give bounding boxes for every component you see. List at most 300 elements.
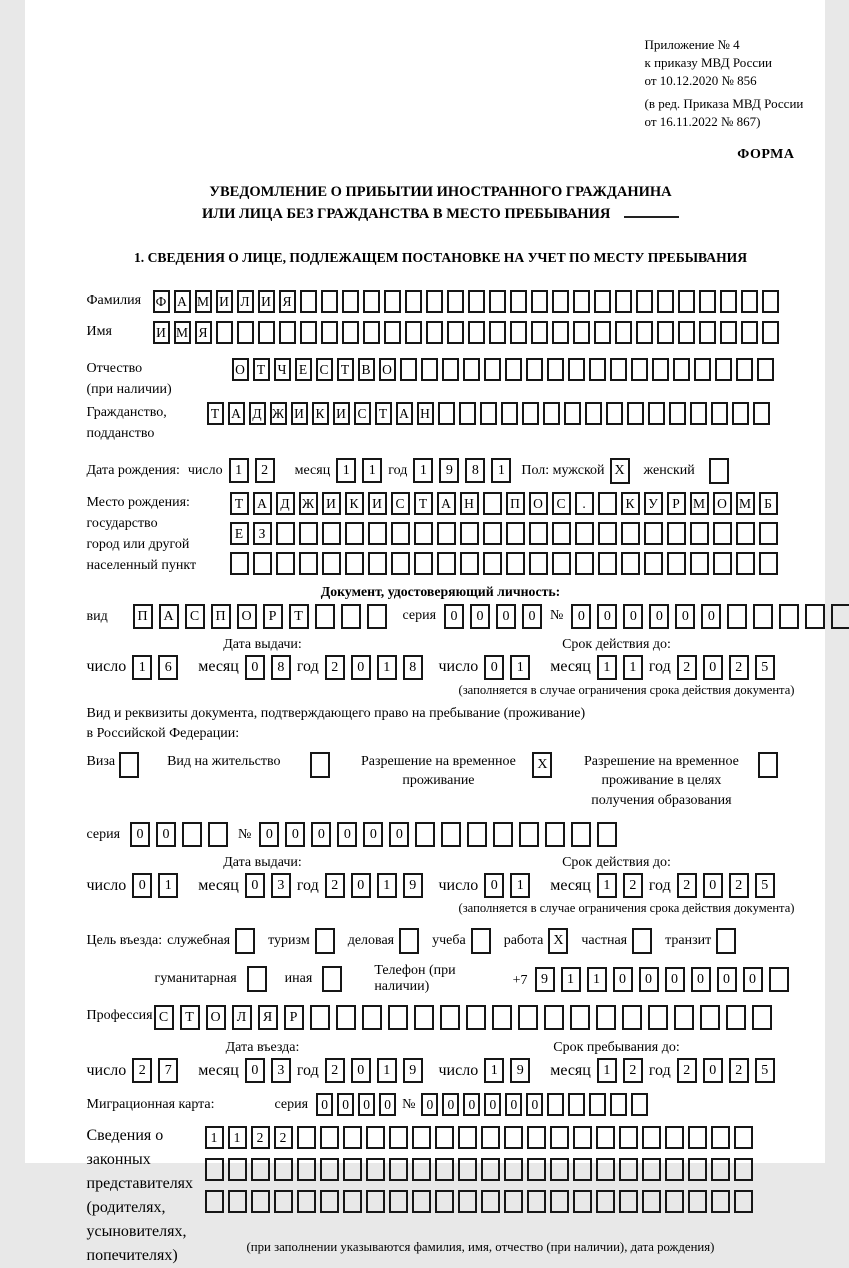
form-cell[interactable] — [426, 321, 443, 344]
form-cell[interactable]: Р — [284, 1005, 304, 1030]
form-cell[interactable]: 2 — [729, 655, 749, 680]
form-cell[interactable] — [759, 552, 778, 575]
form-cell[interactable]: 0 — [463, 1093, 480, 1116]
form-cell[interactable]: 0 — [703, 655, 723, 680]
form-cell[interactable] — [320, 1126, 339, 1149]
form-cell[interactable] — [391, 552, 410, 575]
form-cell[interactable]: Т — [230, 492, 249, 515]
form-cell[interactable] — [573, 321, 590, 344]
form-cell[interactable]: 1 — [377, 655, 397, 680]
form-cell[interactable] — [471, 928, 491, 954]
form-cell[interactable] — [345, 552, 364, 575]
form-cell[interactable]: 7 — [158, 1058, 178, 1083]
form-cell[interactable]: Ф — [153, 290, 170, 313]
form-cell[interactable] — [673, 358, 690, 381]
form-cell[interactable]: 1 — [228, 1126, 247, 1149]
form-cell[interactable] — [594, 321, 611, 344]
form-cell[interactable] — [550, 1158, 569, 1181]
form-cell[interactable] — [440, 1005, 460, 1030]
form-cell[interactable] — [300, 321, 317, 344]
form-cell[interactable] — [531, 290, 548, 313]
form-cell[interactable]: 9 — [535, 967, 555, 992]
form-cell[interactable] — [598, 552, 617, 575]
form-cell[interactable] — [504, 1126, 523, 1149]
form-cell[interactable] — [481, 1158, 500, 1181]
form-cell[interactable]: У — [644, 492, 663, 515]
form-cell[interactable] — [636, 290, 653, 313]
form-cell[interactable] — [529, 552, 548, 575]
form-cell[interactable]: 1 — [597, 873, 617, 898]
form-cell[interactable] — [480, 402, 497, 425]
form-cell[interactable] — [674, 1005, 694, 1030]
form-cell[interactable]: Т — [414, 492, 433, 515]
form-cell[interactable] — [688, 1190, 707, 1213]
form-cell[interactable] — [322, 552, 341, 575]
form-cell[interactable] — [779, 604, 799, 629]
form-cell[interactable] — [366, 1126, 385, 1149]
form-cell[interactable] — [297, 1126, 316, 1149]
form-cell[interactable] — [366, 1190, 385, 1213]
form-cell[interactable]: X — [532, 752, 552, 778]
form-cell[interactable] — [506, 552, 525, 575]
form-cell[interactable]: И — [216, 290, 233, 313]
form-cell[interactable] — [414, 552, 433, 575]
form-cell[interactable]: 0 — [571, 604, 591, 629]
form-cell[interactable] — [468, 321, 485, 344]
form-cell[interactable]: 0 — [156, 822, 176, 847]
form-cell[interactable]: В — [358, 358, 375, 381]
form-cell[interactable]: 1 — [377, 873, 397, 898]
form-cell[interactable]: Я — [279, 290, 296, 313]
form-cell[interactable] — [642, 1158, 661, 1181]
form-cell[interactable] — [713, 522, 732, 545]
form-cell[interactable] — [669, 402, 686, 425]
form-cell[interactable] — [619, 1190, 638, 1213]
form-cell[interactable] — [589, 1093, 606, 1116]
form-cell[interactable] — [489, 321, 506, 344]
form-cell[interactable] — [597, 822, 617, 847]
form-cell[interactable] — [447, 290, 464, 313]
form-cell[interactable] — [550, 1126, 569, 1149]
form-cell[interactable] — [336, 1005, 356, 1030]
form-cell[interactable] — [299, 522, 318, 545]
form-cell[interactable]: 0 — [522, 604, 542, 629]
form-cell[interactable] — [492, 1005, 512, 1030]
form-cell[interactable] — [711, 1190, 730, 1213]
form-cell[interactable]: 1 — [484, 1058, 504, 1083]
form-cell[interactable] — [769, 967, 789, 992]
form-cell[interactable] — [753, 604, 773, 629]
form-cell[interactable]: 8 — [465, 458, 485, 483]
form-cell[interactable] — [688, 1158, 707, 1181]
form-cell[interactable] — [368, 522, 387, 545]
form-cell[interactable] — [522, 402, 539, 425]
form-cell[interactable] — [345, 522, 364, 545]
form-cell[interactable]: О — [237, 604, 257, 629]
form-cell[interactable] — [585, 402, 602, 425]
form-cell[interactable] — [435, 1158, 454, 1181]
form-cell[interactable] — [621, 522, 640, 545]
form-cell[interactable]: Т — [289, 604, 309, 629]
form-cell[interactable] — [483, 552, 502, 575]
form-cell[interactable] — [505, 358, 522, 381]
form-cell[interactable] — [366, 1158, 385, 1181]
form-cell[interactable] — [642, 1126, 661, 1149]
form-cell[interactable]: Р — [263, 604, 283, 629]
form-cell[interactable] — [652, 358, 669, 381]
form-cell[interactable] — [732, 402, 749, 425]
form-cell[interactable] — [734, 1126, 753, 1149]
form-cell[interactable] — [526, 358, 543, 381]
form-cell[interactable]: 2 — [677, 1058, 697, 1083]
form-cell[interactable]: 1 — [413, 458, 433, 483]
form-cell[interactable] — [343, 1190, 362, 1213]
form-cell[interactable]: 0 — [337, 822, 357, 847]
form-cell[interactable]: 5 — [755, 655, 775, 680]
form-cell[interactable] — [575, 552, 594, 575]
form-cell[interactable]: А — [396, 402, 413, 425]
form-cell[interactable]: И — [333, 402, 350, 425]
form-cell[interactable] — [632, 928, 652, 954]
form-cell[interactable] — [412, 1158, 431, 1181]
form-cell[interactable] — [506, 522, 525, 545]
form-cell[interactable] — [484, 358, 501, 381]
form-cell[interactable]: 0 — [484, 1093, 501, 1116]
form-cell[interactable] — [699, 290, 716, 313]
form-cell[interactable] — [615, 321, 632, 344]
form-cell[interactable] — [720, 321, 737, 344]
form-cell[interactable]: 0 — [623, 604, 643, 629]
form-cell[interactable]: Т — [253, 358, 270, 381]
form-cell[interactable] — [713, 552, 732, 575]
form-cell[interactable]: О — [713, 492, 732, 515]
form-cell[interactable] — [596, 1126, 615, 1149]
form-cell[interactable] — [489, 290, 506, 313]
form-cell[interactable] — [519, 822, 539, 847]
form-cell[interactable] — [467, 822, 487, 847]
form-cell[interactable]: 2 — [623, 873, 643, 898]
form-cell[interactable] — [447, 321, 464, 344]
form-cell[interactable]: С — [354, 402, 371, 425]
form-cell[interactable]: 9 — [403, 873, 423, 898]
form-cell[interactable] — [544, 1005, 564, 1030]
form-cell[interactable]: 1 — [561, 967, 581, 992]
form-cell[interactable]: А — [253, 492, 272, 515]
form-cell[interactable]: 1 — [229, 458, 249, 483]
form-cell[interactable] — [667, 522, 686, 545]
form-cell[interactable]: Т — [337, 358, 354, 381]
form-cell[interactable] — [665, 1126, 684, 1149]
form-cell[interactable]: Л — [232, 1005, 252, 1030]
form-cell[interactable] — [389, 1158, 408, 1181]
form-cell[interactable]: 0 — [245, 873, 265, 898]
form-cell[interactable] — [300, 290, 317, 313]
form-cell[interactable]: О — [379, 358, 396, 381]
form-cell[interactable]: 0 — [639, 967, 659, 992]
form-cell[interactable] — [568, 1093, 585, 1116]
form-cell[interactable] — [564, 402, 581, 425]
form-cell[interactable] — [619, 1126, 638, 1149]
form-cell[interactable] — [636, 321, 653, 344]
form-cell[interactable] — [343, 1126, 362, 1149]
form-cell[interactable]: К — [621, 492, 640, 515]
form-cell[interactable]: 2 — [274, 1126, 293, 1149]
form-cell[interactable]: 0 — [421, 1093, 438, 1116]
form-cell[interactable] — [342, 321, 359, 344]
form-cell[interactable] — [228, 1190, 247, 1213]
form-cell[interactable] — [573, 1126, 592, 1149]
form-cell[interactable]: С — [552, 492, 571, 515]
form-cell[interactable] — [483, 492, 502, 515]
form-cell[interactable] — [279, 321, 296, 344]
form-cell[interactable] — [678, 290, 695, 313]
form-cell[interactable] — [642, 1190, 661, 1213]
form-cell[interactable] — [438, 402, 455, 425]
form-cell[interactable] — [752, 1005, 772, 1030]
form-cell[interactable]: 0 — [496, 604, 516, 629]
form-cell[interactable] — [527, 1158, 546, 1181]
form-cell[interactable]: 2 — [623, 1058, 643, 1083]
form-cell[interactable]: 0 — [649, 604, 669, 629]
form-cell[interactable] — [460, 552, 479, 575]
form-cell[interactable]: 1 — [132, 655, 152, 680]
form-cell[interactable] — [421, 358, 438, 381]
form-cell[interactable] — [389, 1190, 408, 1213]
form-cell[interactable]: З — [253, 522, 272, 545]
form-cell[interactable]: . — [575, 492, 594, 515]
form-cell[interactable] — [384, 321, 401, 344]
form-cell[interactable]: П — [133, 604, 153, 629]
form-cell[interactable]: 0 — [442, 1093, 459, 1116]
form-cell[interactable]: 9 — [439, 458, 459, 483]
form-cell[interactable] — [504, 1190, 523, 1213]
form-cell[interactable] — [720, 290, 737, 313]
form-cell[interactable] — [596, 1158, 615, 1181]
form-cell[interactable] — [414, 522, 433, 545]
form-cell[interactable]: С — [185, 604, 205, 629]
form-cell[interactable] — [678, 321, 695, 344]
form-cell[interactable]: 0 — [691, 967, 711, 992]
form-cell[interactable] — [182, 822, 202, 847]
form-cell[interactable] — [709, 458, 729, 484]
form-cell[interactable]: И — [322, 492, 341, 515]
form-cell[interactable]: С — [154, 1005, 174, 1030]
form-cell[interactable] — [276, 552, 295, 575]
form-cell[interactable]: Я — [258, 1005, 278, 1030]
form-cell[interactable]: 0 — [358, 1093, 375, 1116]
form-cell[interactable]: 5 — [755, 1058, 775, 1083]
form-cell[interactable]: Б — [759, 492, 778, 515]
form-cell[interactable] — [299, 552, 318, 575]
form-cell[interactable]: 0 — [484, 655, 504, 680]
form-cell[interactable] — [615, 290, 632, 313]
form-cell[interactable] — [458, 1190, 477, 1213]
form-cell[interactable] — [716, 928, 736, 954]
form-cell[interactable] — [441, 822, 461, 847]
form-cell[interactable]: 1 — [336, 458, 356, 483]
form-cell[interactable]: 2 — [677, 873, 697, 898]
form-cell[interactable] — [529, 522, 548, 545]
form-cell[interactable]: 0 — [703, 1058, 723, 1083]
form-cell[interactable]: 9 — [510, 1058, 530, 1083]
form-cell[interactable]: М — [690, 492, 709, 515]
form-cell[interactable]: 0 — [703, 873, 723, 898]
form-cell[interactable] — [363, 290, 380, 313]
form-cell[interactable]: 0 — [444, 604, 464, 629]
form-cell[interactable]: 0 — [351, 655, 371, 680]
form-cell[interactable] — [435, 1190, 454, 1213]
form-cell[interactable] — [388, 1005, 408, 1030]
form-cell[interactable] — [527, 1126, 546, 1149]
form-cell[interactable]: К — [312, 402, 329, 425]
form-cell[interactable]: 0 — [132, 873, 152, 898]
form-cell[interactable] — [363, 321, 380, 344]
form-cell[interactable] — [734, 1158, 753, 1181]
form-cell[interactable]: X — [610, 458, 630, 484]
form-cell[interactable] — [547, 1093, 564, 1116]
form-cell[interactable] — [619, 1158, 638, 1181]
form-cell[interactable]: 1 — [510, 655, 530, 680]
form-cell[interactable] — [736, 522, 755, 545]
form-cell[interactable]: 0 — [701, 604, 721, 629]
form-cell[interactable] — [205, 1158, 224, 1181]
form-cell[interactable] — [322, 522, 341, 545]
form-cell[interactable]: 0 — [717, 967, 737, 992]
form-cell[interactable] — [711, 402, 728, 425]
form-cell[interactable]: А — [228, 402, 245, 425]
form-cell[interactable]: 0 — [311, 822, 331, 847]
form-cell[interactable] — [741, 290, 758, 313]
form-cell[interactable]: 3 — [271, 873, 291, 898]
form-cell[interactable]: 0 — [526, 1093, 543, 1116]
form-cell[interactable]: 0 — [285, 822, 305, 847]
form-cell[interactable]: М — [195, 290, 212, 313]
form-cell[interactable] — [400, 358, 417, 381]
form-cell[interactable]: 2 — [132, 1058, 152, 1083]
form-cell[interactable] — [415, 822, 435, 847]
form-cell[interactable]: 0 — [351, 873, 371, 898]
form-cell[interactable] — [466, 1005, 486, 1030]
form-cell[interactable]: А — [437, 492, 456, 515]
form-cell[interactable] — [435, 1126, 454, 1149]
form-cell[interactable] — [343, 1158, 362, 1181]
form-cell[interactable]: 0 — [351, 1058, 371, 1083]
form-cell[interactable]: Д — [249, 402, 266, 425]
form-cell[interactable] — [368, 552, 387, 575]
form-cell[interactable] — [426, 290, 443, 313]
form-cell[interactable] — [699, 321, 716, 344]
form-cell[interactable] — [531, 321, 548, 344]
form-cell[interactable]: И — [368, 492, 387, 515]
form-cell[interactable]: 1 — [205, 1126, 224, 1149]
form-cell[interactable] — [481, 1126, 500, 1149]
form-cell[interactable]: М — [174, 321, 191, 344]
form-cell[interactable]: П — [211, 604, 231, 629]
form-cell[interactable]: Ч — [274, 358, 291, 381]
form-cell[interactable]: X — [548, 928, 568, 954]
form-cell[interactable] — [594, 290, 611, 313]
form-cell[interactable] — [552, 552, 571, 575]
form-cell[interactable] — [657, 321, 674, 344]
form-cell[interactable] — [657, 290, 674, 313]
form-cell[interactable] — [367, 604, 387, 629]
form-cell[interactable] — [208, 822, 228, 847]
form-cell[interactable]: 2 — [729, 873, 749, 898]
form-cell[interactable] — [493, 822, 513, 847]
form-cell[interactable] — [570, 1005, 590, 1030]
form-cell[interactable] — [310, 752, 330, 778]
form-cell[interactable] — [527, 1190, 546, 1213]
form-cell[interactable]: 1 — [623, 655, 643, 680]
form-cell[interactable]: Е — [295, 358, 312, 381]
form-cell[interactable] — [736, 358, 753, 381]
form-cell[interactable] — [596, 1005, 616, 1030]
form-cell[interactable]: 0 — [597, 604, 617, 629]
form-cell[interactable]: Н — [460, 492, 479, 515]
form-cell[interactable] — [228, 1158, 247, 1181]
form-cell[interactable] — [405, 321, 422, 344]
form-cell[interactable]: Р — [667, 492, 686, 515]
form-cell[interactable] — [463, 358, 480, 381]
form-cell[interactable] — [741, 321, 758, 344]
form-cell[interactable]: О — [206, 1005, 226, 1030]
form-cell[interactable] — [573, 1190, 592, 1213]
form-cell[interactable] — [622, 1005, 642, 1030]
form-cell[interactable]: 1 — [587, 967, 607, 992]
form-cell[interactable] — [610, 358, 627, 381]
form-cell[interactable] — [320, 1190, 339, 1213]
form-cell[interactable] — [631, 1093, 648, 1116]
form-cell[interactable] — [621, 552, 640, 575]
form-cell[interactable] — [552, 321, 569, 344]
form-cell[interactable] — [690, 522, 709, 545]
form-cell[interactable]: Л — [237, 290, 254, 313]
form-cell[interactable]: 8 — [271, 655, 291, 680]
form-cell[interactable] — [762, 321, 779, 344]
form-cell[interactable] — [665, 1190, 684, 1213]
form-cell[interactable] — [694, 358, 711, 381]
form-cell[interactable] — [322, 966, 342, 992]
form-cell[interactable]: 0 — [337, 1093, 354, 1116]
form-cell[interactable] — [688, 1126, 707, 1149]
form-cell[interactable] — [665, 1158, 684, 1181]
form-cell[interactable] — [543, 402, 560, 425]
form-cell[interactable] — [205, 1190, 224, 1213]
form-cell[interactable] — [247, 966, 267, 992]
form-cell[interactable]: 0 — [389, 822, 409, 847]
form-cell[interactable] — [119, 752, 139, 778]
form-cell[interactable]: 0 — [245, 1058, 265, 1083]
form-cell[interactable]: 8 — [403, 655, 423, 680]
form-cell[interactable] — [644, 522, 663, 545]
form-cell[interactable] — [631, 358, 648, 381]
form-cell[interactable] — [437, 552, 456, 575]
form-cell[interactable] — [405, 290, 422, 313]
form-cell[interactable] — [230, 552, 249, 575]
form-cell[interactable]: О — [232, 358, 249, 381]
form-cell[interactable] — [460, 522, 479, 545]
form-cell[interactable]: Т — [375, 402, 392, 425]
form-cell[interactable]: 1 — [491, 458, 511, 483]
form-cell[interactable]: 0 — [379, 1093, 396, 1116]
form-cell[interactable]: 3 — [271, 1058, 291, 1083]
form-cell[interactable]: 0 — [316, 1093, 333, 1116]
form-cell[interactable]: 1 — [597, 655, 617, 680]
form-cell[interactable]: 1 — [597, 1058, 617, 1083]
form-cell[interactable]: И — [258, 290, 275, 313]
form-cell[interactable] — [341, 604, 361, 629]
form-cell[interactable] — [321, 321, 338, 344]
